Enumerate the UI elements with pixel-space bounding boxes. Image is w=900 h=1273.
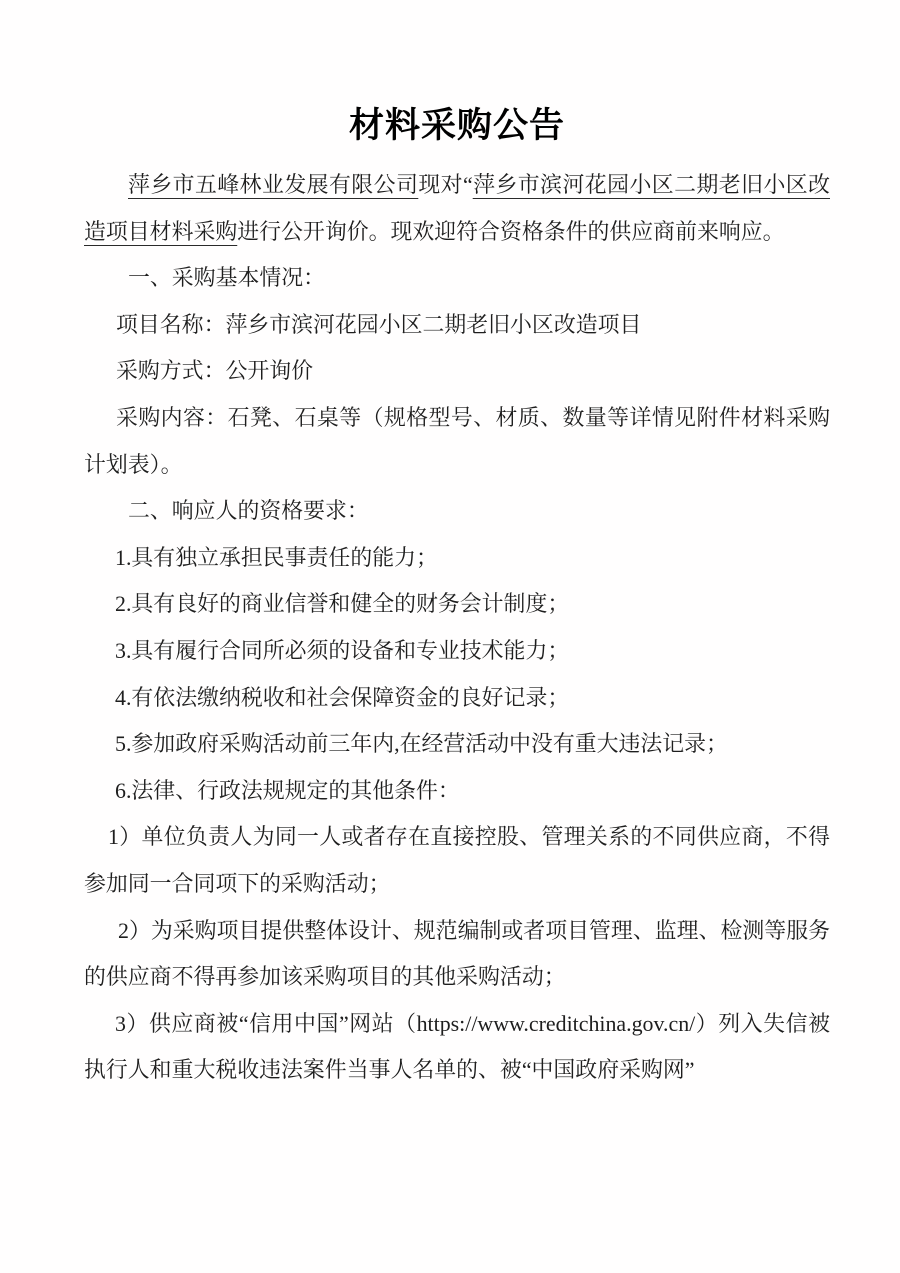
intro-mid-text: 现对“ — [418, 172, 473, 197]
requirement-item-2: 2.具有良好的商业信誉和健全的财务会计制度； — [115, 591, 570, 617]
procurement-content-line: 采购内容：石凳、石桌等（规格型号、材质、数量等详情见附件材料采购计划表）。 — [84, 404, 830, 477]
intro-paragraph — [84, 162, 830, 255]
project-name-line: 项目名称：萍乡市滨河花园小区二期老旧小区改造项目 — [116, 311, 642, 337]
section-2-heading: 二、响应人的资格要求： — [128, 498, 369, 524]
buyer-name-underlined: 萍乡市五峰林业发展有限公司 — [128, 172, 419, 197]
procurement-method-line: 采购方式：公开询价 — [116, 358, 314, 384]
document-body — [84, 162, 830, 1094]
requirement-item-4: 4.有依法缴纳税收和社会保障资金的良好记录； — [115, 684, 570, 710]
sub-item-3: 3）供应商被“信用中国”网站（https://www.creditchina.gov.cn/）列入失信被执行人和重大税收违法案件当事人名单的、被“中国政府采购网” — [84, 1010, 830, 1083]
requirement-item-6: 6.法律、行政法规规定的其他条件： — [115, 777, 460, 803]
requirement-item-3: 3.具有履行合同所必须的设备和专业技术能力； — [115, 637, 570, 663]
intro-tail-text: 进行公开询价。现欢迎符合资格条件的供应商前来响应。 — [237, 218, 785, 244]
requirement-item-5: 5.参加政府采购活动前三年内,在经营活动中没有重大违法记录； — [115, 731, 728, 757]
sub-item-2: 2）为采购项目提供整体设计、规范编制或者项目管理、监理、检测等服务的供应商不得再参加该采购项目的其他采购活动； — [84, 917, 830, 990]
project-name-underlined: 萍乡市滨河花园小区二期老旧小区改造项目材料采购 — [84, 172, 830, 244]
document-title: 材料采购公告 — [348, 106, 565, 145]
sub-item-1: 1）单位负责人为同一人或者存在直接控股、管理关系的不同供应商，不得参加同一合同项下的采购活动； — [84, 824, 830, 896]
requirement-item-1: 1.具有独立承担民事责任的能力； — [115, 544, 438, 570]
section-1-heading: 一、采购基本情况： — [128, 265, 326, 291]
